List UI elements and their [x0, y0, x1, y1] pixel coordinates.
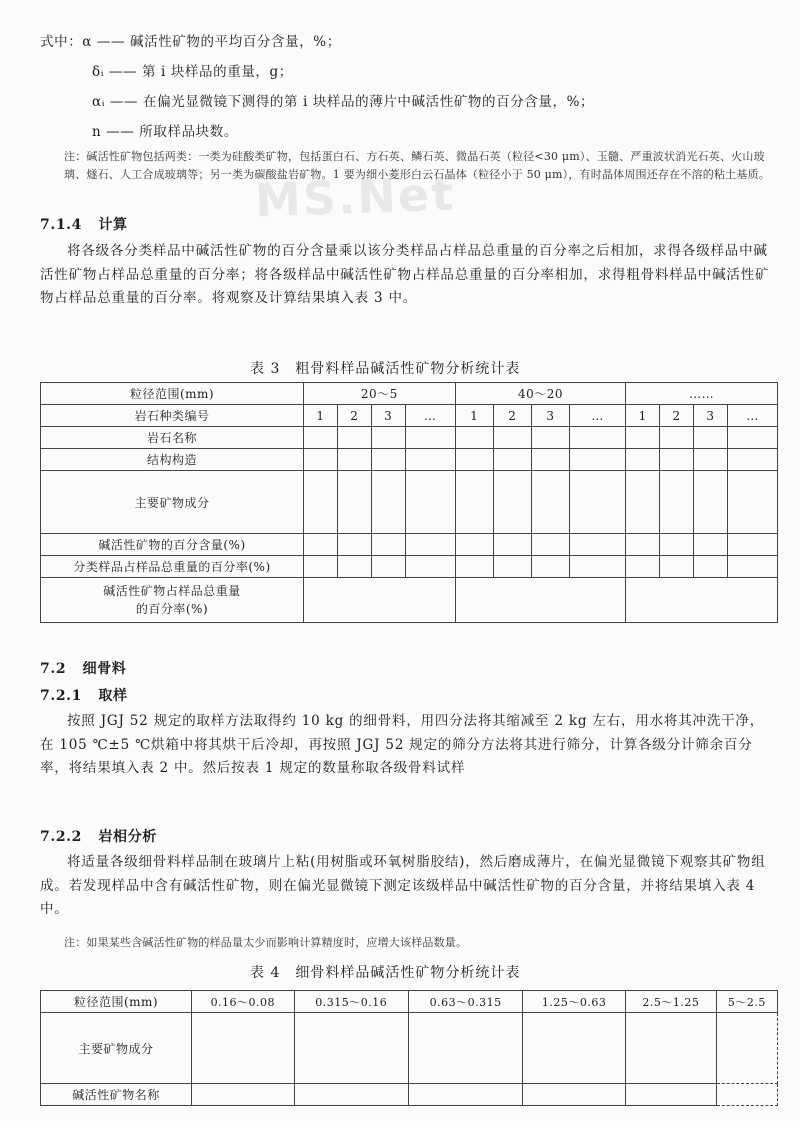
section-number: 7.2.2	[40, 829, 82, 845]
section-number: 7.1.4	[40, 217, 82, 233]
table3-row-active-percent: 碱活性矿物的百分含量(%)	[41, 534, 304, 556]
definition-delta: δᵢ —— 第 i 块样品的重量，g；	[92, 64, 293, 80]
table3-num: 1	[304, 405, 338, 427]
table4-fine-aggregate	[40, 990, 778, 1106]
note-sample-quantity: 注：如果某些含碱活性矿物的样品量太少而影响计算精度时，应增大该样品数量。	[64, 936, 468, 949]
watermark: MS.Net	[254, 166, 456, 228]
section-heading-7-1-4	[40, 214, 128, 234]
table3-coarse-aggregate	[40, 382, 778, 623]
paragraph-petrography: 将适量各级细骨料样品制在玻璃片上粘(用树脂或环氧树脂胶结)，然后磨成薄片，在偏光显微镜下观察其矿物组成。若发现样品中含有碱活性矿物，则在偏光显微镜下测定该级样品中碱活性矿物的百分含量，并将结果填入表 4 中。	[40, 854, 766, 917]
definition-n: n —— 所取样品块数。	[92, 124, 238, 140]
table3-row-rock-name: 岩石名称	[41, 427, 304, 449]
paragraph-calculation: 将各级各分类样品中碱活性矿物的百分含量乘以该分类样品占样品总重量的百分率之后相加，求得各级样品中碱活性矿物占样品总重量的百分率；将各级样品中碱活性矿物占样品总重量的百分率相加，求得粗骨料样品中碱活性矿物占样品总重量的百分率。将观察及计算结果填入表 3 中。	[40, 243, 770, 306]
table3-num: 3	[531, 405, 569, 427]
table3-row-class-percent: 分类样品占样品总重量的百分率(%)	[41, 556, 304, 578]
table3-row-active-total: 碱活性矿物占样品总重量的百分率(%)	[41, 578, 304, 623]
section-number: 7.2	[40, 661, 67, 677]
table3-num: …	[405, 405, 455, 427]
table3-group-3: ……	[626, 383, 778, 405]
table3-group-2: 40～20	[455, 383, 626, 405]
table3-size-label: 粒径范围(mm)	[41, 383, 304, 405]
section-heading-7-2-2	[40, 826, 157, 846]
table4-size: 5～2.5	[716, 991, 777, 1013]
section-heading-7-2	[40, 658, 126, 678]
table3-num: 3	[694, 405, 728, 427]
paragraph-sampling: 按照 JGJ 52 规定的取样方法取得约 10 kg 的细骨料，用四分法将其缩减至 2 kg 左右，用水将其冲洗干净，在 105 ℃±5 ℃烘箱中将其烘干后冷却，再按照 JGJ 52 规定的筛分方法将其进行筛分，计算各级分计筛余百分率，将结果填入表 2 中。然后按表 1 规定的数量称取各级骨料试样	[40, 713, 765, 776]
table3-row-main-minerals: 主要矿物成分	[41, 471, 304, 534]
table4-size: 0.315～0.16	[294, 991, 408, 1013]
table4-size: 0.63～0.315	[408, 991, 522, 1013]
table3-rock-number-label: 岩石种类编号	[41, 405, 304, 427]
table3-num: …	[727, 405, 777, 427]
definition-alpha-i: αᵢ —— 在偏光显微镜下测得的第 i 块样品的薄片中碱活性矿物的百分含量，%；	[92, 94, 595, 110]
table3-num: …	[569, 405, 625, 427]
table3-num: 2	[660, 405, 694, 427]
table3-row-structure: 结构构造	[41, 449, 304, 471]
section-title: 计算	[98, 217, 128, 233]
section-title: 取样	[98, 688, 128, 704]
table3-group-1: 20～5	[304, 383, 456, 405]
table3-caption: 表 3 粗骨料样品碱活性矿物分析统计表	[250, 361, 521, 377]
table4-caption: 表 4 细骨料样品碱活性矿物分析统计表	[250, 965, 521, 981]
table3-num: 2	[493, 405, 531, 427]
table4-size: 0.16～0.08	[192, 991, 295, 1013]
table4-row-main-minerals: 主要矿物成分	[41, 1013, 192, 1084]
section-heading-7-2-1	[40, 685, 128, 705]
table4-row-active-name: 碱活性矿物名称	[41, 1084, 192, 1106]
table3-num: 2	[337, 405, 371, 427]
table4-size: 2.5～1.25	[625, 991, 716, 1013]
section-number: 7.2.1	[40, 688, 82, 704]
table4-size-label: 粒径范围(mm)	[41, 991, 192, 1013]
section-title: 岩相分析	[98, 829, 157, 845]
table3-num: 1	[626, 405, 660, 427]
table4-size: 1.25～0.63	[523, 991, 626, 1013]
note-active-minerals: 注：碱活性矿物包括两类：一类为硅酸类矿物，包括蛋白石、方石英、鳞石英、微晶石英（粒径<30 μm）、玉髓、严重波状消光石英、火山玻璃、燧石、人工合成玻璃等；另一类为碳酸盐岩矿物。1 要为细小菱形白云石晶体（粒径小于 50 μm），有时晶体周围还存在不溶的粘土基质。	[64, 150, 770, 181]
section-title: 细骨料	[82, 661, 127, 677]
table3-num: 3	[371, 405, 405, 427]
table3-num: 1	[455, 405, 493, 427]
definition-alpha: 式中：α —— 碱活性矿物的平均百分含量，%；	[40, 34, 341, 50]
